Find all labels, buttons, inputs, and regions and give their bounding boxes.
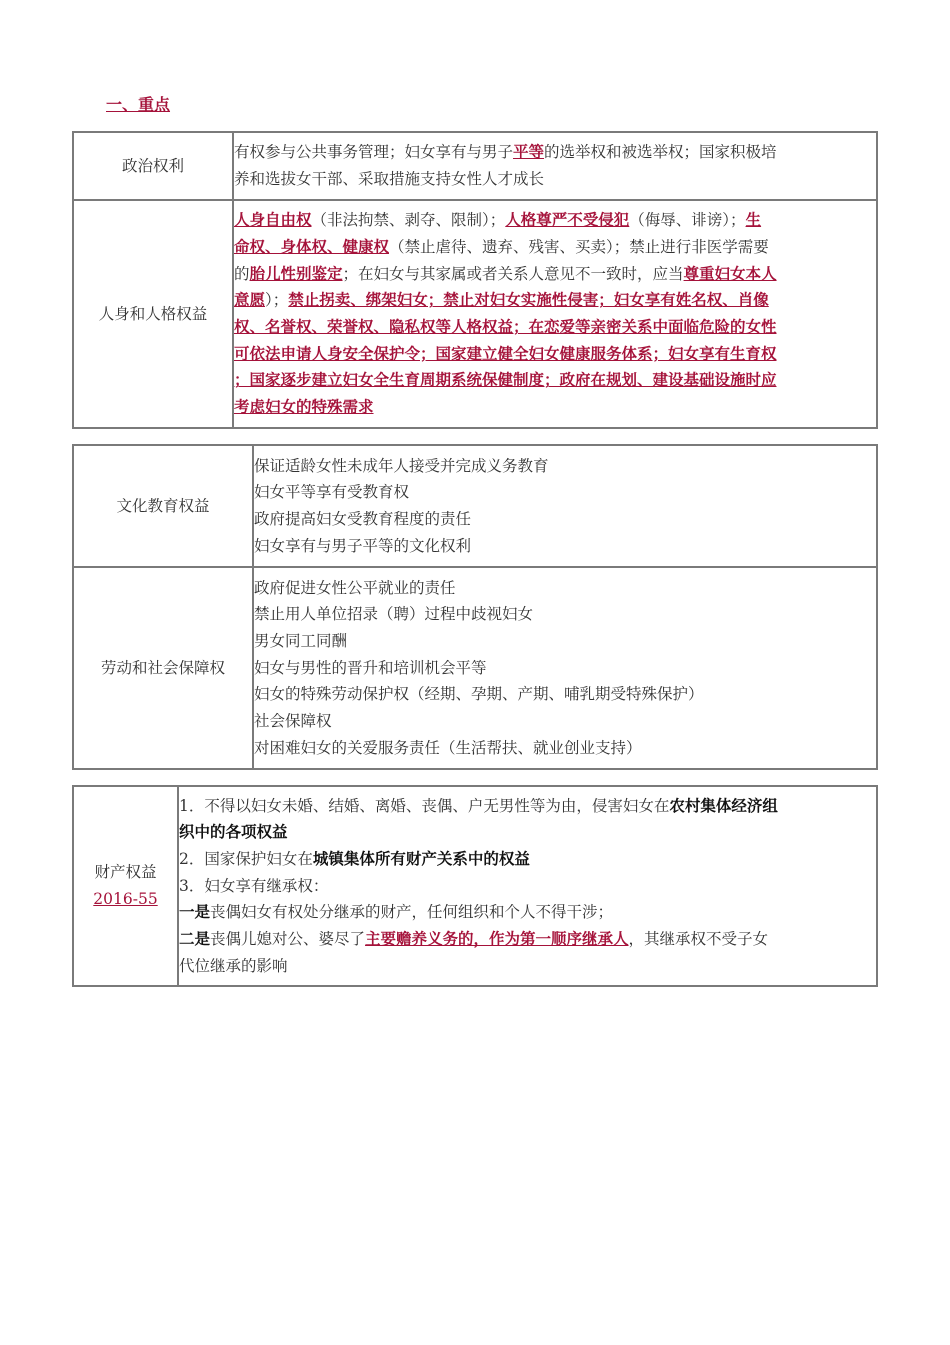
list-item: 社会保障权 [254, 712, 332, 731]
key-term: 生 [745, 210, 762, 230]
key-term: 禁止拐卖、绑架妇女；禁止对妇女实施性侵害；妇女享有姓名权、肖像 [288, 290, 769, 310]
row-content-education [253, 445, 877, 567]
exam-reference-link[interactable]: 2016-55 [93, 890, 158, 908]
bold-term: 农村集体经济组 [669, 795, 778, 815]
row-label-labor: 劳动和社会保障权 [73, 567, 253, 769]
table-row [73, 132, 877, 200]
rights-table-political-personal [72, 131, 878, 429]
bold-term-line: 织中的各项权益 [179, 822, 288, 842]
text-line: 养和选拔女干部、采取措施支持女性人才成长 [234, 170, 545, 188]
key-term: 主要赡养义务的，作为第一顺序继承人 [365, 929, 629, 949]
key-term-line: 权、名誉权、荣誉权、隐私权等人格权益；在恋爱等亲密关系中面临危险的女性 [234, 317, 777, 336]
row-content-personal [233, 200, 877, 428]
table-row [73, 567, 877, 769]
row-content-labor [253, 567, 877, 769]
key-term-line: ；国家逐步建立妇女全生育周期系统保健制度；政府在规划、建设基础设施时应 [234, 370, 777, 390]
text: ；在妇女与其家属或者关系人意见不一致时，应当 [342, 264, 684, 283]
row-label-education: 文化教育权益 [73, 445, 253, 567]
list-item: 政府促进女性公平就业的责任 [254, 578, 456, 597]
list-item: 妇女享有与男子平等的文化权利 [254, 536, 472, 555]
table-row [73, 200, 877, 428]
section-heading: 一、重点 [106, 95, 171, 114]
text: 1．不得以妇女未婚、结婚、离婚、丧偶、户无男性等为由，侵害妇女在 [179, 796, 670, 815]
text-line: 3．妇女享有继承权： [179, 876, 329, 895]
text-line: 代位继承的影响 [179, 956, 288, 975]
list-item: 禁止用人单位招录（聘）过程中歧视妇女 [254, 605, 534, 624]
bold-term: 二是 [179, 929, 211, 949]
text: （侮辱、诽谤）； [629, 211, 746, 230]
text: （禁止虐待、遗弃、残害、买卖）；禁止进行非医学需要 [389, 237, 769, 256]
key-term: 平等 [513, 142, 545, 162]
key-term-line: 考虑妇女的特殊需求 [234, 397, 374, 417]
row-content-political [233, 132, 877, 200]
property-label: 财产权益 [94, 863, 157, 882]
key-term: 人格尊严不受侵犯 [505, 210, 630, 230]
row-content-property [178, 786, 877, 986]
text: 丧偶妇女有权处分继承的财产，任何组织和个人不得干涉； [210, 903, 614, 922]
key-term: 尊重妇女本人 [683, 263, 777, 283]
row-label-political: 政治权利 [73, 132, 233, 200]
list-item: 男女同工同酬 [254, 631, 348, 650]
list-item: 政府提高妇女受教育程度的责任 [254, 510, 472, 528]
text: （非法拘禁、剥夺、限制）； [311, 211, 506, 230]
text: 的选举权和被选举权；国家积极培 [544, 143, 777, 162]
row-label-property [73, 786, 178, 986]
rights-table-property [72, 785, 878, 987]
text: 2．国家保护妇女在 [179, 849, 313, 868]
table-row [73, 786, 877, 986]
key-term: 意愿 [234, 290, 266, 310]
text: 有权参与公共事务管理；妇女享有与男子 [234, 143, 514, 162]
bold-term: 一是 [179, 902, 211, 922]
row-label-personal: 人身和人格权益 [73, 200, 233, 428]
list-item: 妇女的特殊劳动保护权（经期、孕期、产期、哺乳期受特殊保护） [254, 685, 704, 704]
key-term-line: 可依法申请人身安全保护令；国家建立健全妇女健康服务体系；妇女享有生育权 [234, 343, 777, 363]
key-term: 命权、身体权、健康权 [234, 236, 390, 256]
text: ）； [265, 291, 289, 310]
table-row [73, 445, 877, 567]
text: 的 [234, 264, 250, 283]
key-term: 胎儿性别鉴定 [249, 263, 343, 283]
list-item: 妇女与男性的晋升和培训机会平等 [254, 658, 487, 677]
text: ，其继承权不受子女 [628, 930, 769, 949]
list-item: 保证适龄女性未成年人接受并完成义务教育 [254, 456, 549, 475]
text: 丧偶儿媳对公、婆尽了 [210, 930, 366, 949]
key-term: 人身自由权 [234, 210, 312, 230]
bold-term: 城镇集体所有财产关系中的权益 [312, 848, 530, 868]
list-item: 对困难妇女的关爱服务责任（生活帮扶、就业创业支持） [254, 738, 642, 757]
rights-table-education-labor [72, 444, 878, 770]
list-item: 妇女平等享有受教育权 [254, 483, 410, 502]
